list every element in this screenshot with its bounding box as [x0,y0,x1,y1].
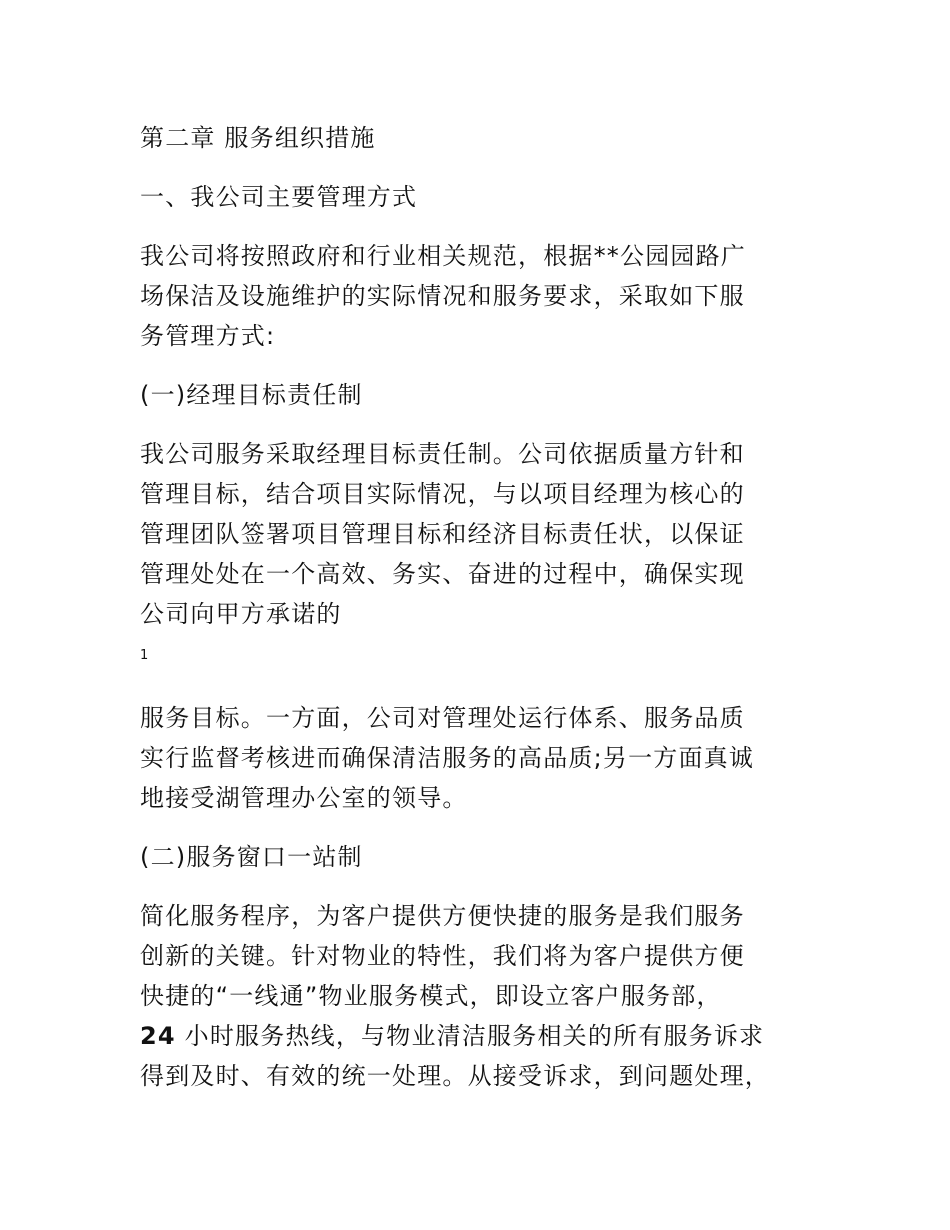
document-body [140,118,810,1096]
subsection-title: (一)经理目标责任制 [140,381,363,409]
paragraph-line: 地接受湖管理办公室的领导。 [140,784,468,812]
paragraph-line: 服务目标。一方面，公司对管理处运行体系、服务品质 [140,704,745,732]
paragraph-line: 简化服务程序，为客户提供方便快捷的服务是我们服务 [140,902,745,930]
page-number: 1 [140,648,149,663]
paragraph-line: 实行监督考核进而确保清洁服务的高品质;另一方面真诚 [140,744,755,772]
paragraph-line: 管理目标，结合项目实际情况，与以项目经理为核心的 [140,480,745,508]
hotline-hours: 24 [140,1022,176,1050]
section-title: 一、我公司主要管理方式 [140,183,418,211]
paragraph-line: 公司向甲方承诺的 [140,600,342,628]
paragraph-line: 创新的关键。针对物业的特性，我们将为客户提供方便 [140,942,745,970]
subsection-title: (二)服务窗口一站制 [140,843,363,871]
paragraph-line [140,1016,810,1056]
manager-responsibility-paragraph [140,434,810,634]
paragraph-line: 务管理方式: [140,322,276,350]
paragraph-line: 管理处处在一个高效、务实、奋进的过程中，确保实现 [140,560,745,588]
one-stop-service-paragraph [140,896,810,1096]
continuation-paragraph [140,698,810,818]
paragraph-line: 得到及时、有效的统一处理。从接受诉求，到问题处理， [140,1062,770,1090]
paragraph-line: 管理团队签署项目管理目标和经济目标责任状，以保证 [140,520,745,548]
paragraph-line: 快捷的“一线通”物业服务模式，即设立客户服务部， [140,982,722,1010]
paragraph-line: 场保洁及设施维护的实际情况和服务要求，采取如下服 [140,282,745,310]
paragraph-line: 我公司将按照政府和行业相关规范，根据**公园园路广 [140,242,746,270]
intro-paragraph [140,236,810,356]
hotline-text: 小时服务热线，与物业清洁服务相关的所有服务诉求 [175,1022,765,1050]
chapter-title: 第二章 服务组织措施 [140,124,376,152]
paragraph-line: 我公司服务采取经理目标责任制。公司依据质量方针和 [140,440,745,468]
